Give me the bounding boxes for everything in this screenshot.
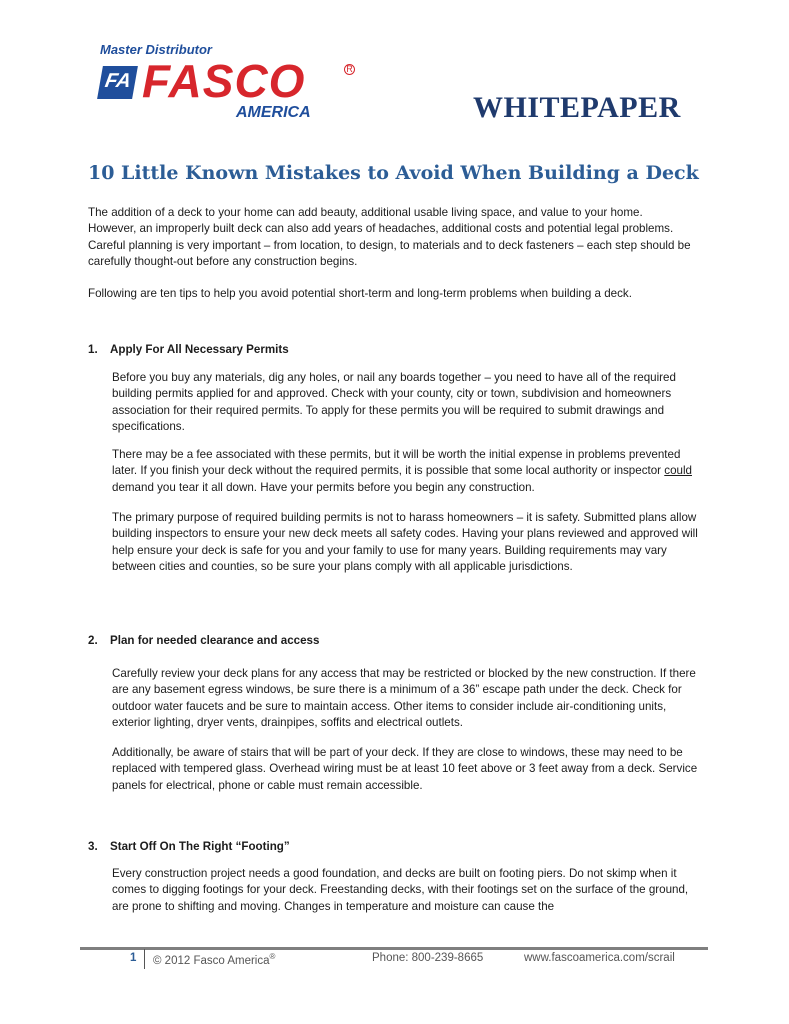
footer-phone: Phone: 800-239-8665: [372, 952, 484, 964]
section-2-paragraph-1: Carefully review your deck plans for any access that may be restricted or blocked by the new construction. If there are any basement egress windows, be sure there is a minimum of a 36” escape path under the deck. Check for outdoor water faucets and be sure to maintain access. Other items to consider include air-conditioning units, exterior lighting, dryer vents, drainpipes, soffits and electrical outlets.: [112, 667, 696, 730]
master-distributor-label: Master Distributor: [100, 42, 212, 57]
brand-name: FASCO: [142, 55, 306, 107]
fa-logo-mark-icon: [97, 66, 138, 99]
registered-mark-icon: R: [344, 64, 355, 75]
paragraph-text: demand you tear it all down. Have your permits before you begin any construction.: [112, 480, 535, 494]
section-heading-text: Plan for needed clearance and access: [110, 634, 320, 647]
underlined-word: could: [664, 464, 692, 478]
section-1-paragraph-2: [112, 447, 702, 496]
section-1-paragraph-1: Before you buy any materials, dig any holes, or nail any boards together – you need to have all of the required building permits applied for and approved. Check with your county, city or town, subdivision and homeowners association for their required permits. To apply for these permits you will be required to submit drawings and specifications.: [112, 371, 676, 434]
fa-logo-mark-text: FA: [103, 70, 133, 92]
section-number: 3.: [88, 840, 98, 853]
footer-copyright: [153, 952, 275, 967]
section-1-paragraph-3: The primary purpose of required building permits is not to harass homeowners – it is safety. Submitted plans allow building inspectors to ensure your new deck meets all safety codes. Having your plans reviewed and approved will help ensure your deck is safe for you and your family to use for many years. Building requirements may vary between cities and counties, so be sure your plans comply with all applicable jurisdictions.: [112, 511, 698, 574]
section-heading-1: [88, 343, 289, 356]
section-number: 2.: [88, 634, 98, 647]
doc-type-label: WHITEPAPER: [473, 91, 681, 124]
intro-paragraph-1: The addition of a deck to your home can add beauty, additional usable living space, and value to your home. However, an improperly built deck can also add years of headaches, additional costs and potential legal problems. Careful planning is very important – from location, to design, to materials and to deck fasteners – each step should be carefully thought-out before any construction begins.: [88, 206, 691, 269]
copyright-registered-mark: ®: [269, 952, 276, 961]
section-2-paragraph-2: Additionally, be aware of stairs that will be part of your deck. If they are close to windows, these may need to be replaced with tempered glass. Overhead wiring must be at least 10 feet above or 3 feet away from a deck. Service panels for electrical, phone or cable must remain accessible.: [112, 746, 698, 792]
section-heading-text: Start Off On The Right “Footing”: [110, 840, 290, 853]
section-number: 1.: [88, 343, 98, 356]
document-title: 10 Little Known Mistakes to Avoid When Building a Deck: [88, 162, 699, 184]
footer-website: www.fascoamerica.com/scrail: [524, 952, 675, 964]
footer-separator: [144, 949, 145, 969]
footer-divider: [80, 947, 708, 950]
fasco-america-logo: [100, 42, 360, 127]
copyright-text: © 2012 Fasco America: [153, 954, 270, 967]
page-number: 1: [130, 952, 137, 964]
section-heading-2: [88, 634, 319, 647]
section-heading-3: [88, 840, 290, 853]
brand-subtitle: AMERICA: [236, 104, 311, 121]
paragraph-text: There may be a fee associated with these permits, but it will be worth the initial expense in problems prevented later. If you finish your deck without the required permits, it is possible that some local authority or inspector: [112, 448, 681, 478]
section-3-paragraph-1: Every construction project needs a good foundation, and decks are built on footing piers. Do not skimp when it comes to digging footings for your deck. Freestanding decks, with their footings set on the surface of the ground, are prone to shifting and moving. Changes in temperature and moisture can cause the: [112, 867, 689, 913]
section-heading-text: Apply For All Necessary Permits: [110, 343, 289, 356]
intro-paragraph-2: Following are ten tips to help you avoid potential short-term and long-term problems when building a deck.: [88, 287, 632, 300]
